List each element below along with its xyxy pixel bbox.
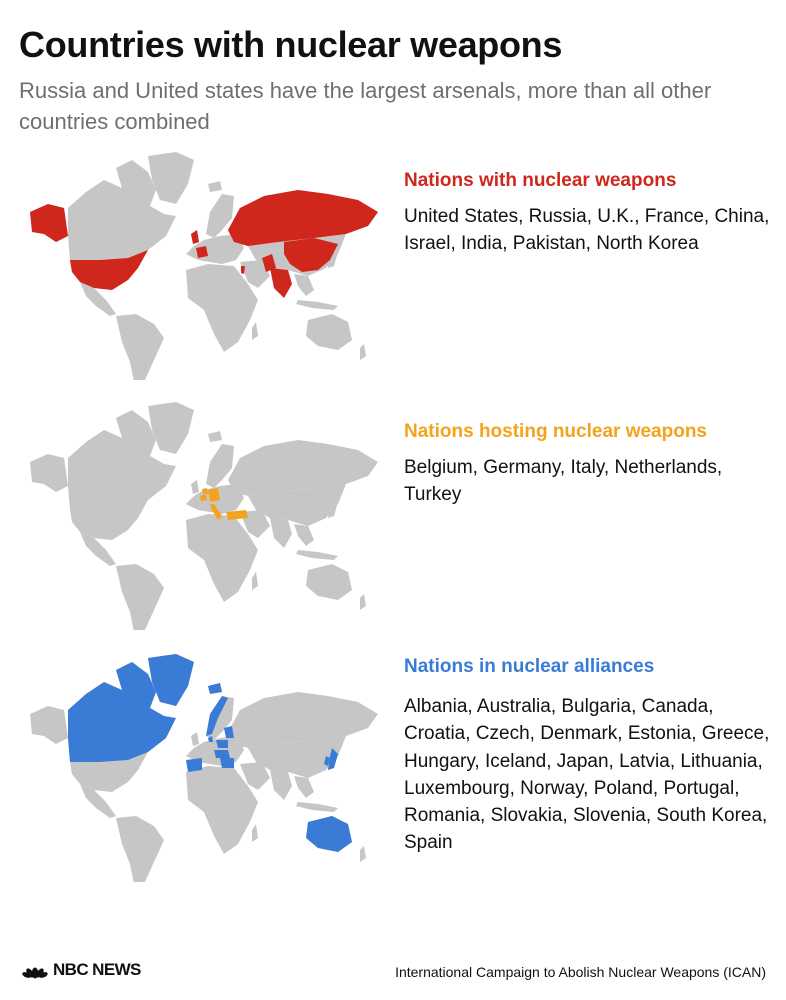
highlight-australia xyxy=(306,816,352,852)
highlight-greenland-denmark xyxy=(148,654,194,706)
highlight-poland xyxy=(216,740,228,748)
highlight-germany xyxy=(208,488,220,502)
highlight-central-europe xyxy=(214,750,230,758)
highlight-russia xyxy=(228,190,378,246)
panel-nuclear-states xyxy=(404,170,774,258)
map-nuclear-states xyxy=(8,150,388,380)
panel-hosting xyxy=(404,421,774,509)
highlight-netherlands xyxy=(202,488,208,494)
highlight-uk xyxy=(191,230,199,244)
panel-heading-nuclear-states: Nations with nuclear weapons xyxy=(404,170,677,191)
highlight-india xyxy=(270,268,292,298)
nbc-news-logo xyxy=(22,960,141,980)
highlight-iceland xyxy=(208,683,222,694)
nbc-peacock-icon xyxy=(22,961,48,979)
world-map-hosting xyxy=(8,400,388,630)
panel-alliances xyxy=(404,656,774,857)
nbc-news-logo-text: NBC NEWS xyxy=(53,960,141,979)
map-hosting xyxy=(8,400,388,630)
page-subtitle: Russia and United states have the largest arsenals, more than all other countries combined xyxy=(19,78,712,134)
page-title: Countries with nuclear weapons xyxy=(19,24,563,65)
panel-heading-hosting: Nations hosting nuclear weapons xyxy=(404,421,707,442)
panel-heading-alliances: Nations in nuclear alliances xyxy=(404,656,655,677)
highlight-alaska xyxy=(30,204,68,242)
panel-list-nuclear-states: United States, Russia, U.K., France, China, Israel, India, Pakistan, North Korea xyxy=(404,206,770,255)
panel-list-hosting: Belgium, Germany, Italy, Netherlands, Turkey xyxy=(404,457,723,506)
source-credit: International Campaign to Abolish Nuclear Weapons (ICAN) xyxy=(395,964,766,980)
highlight-france xyxy=(196,246,208,258)
map-alliances xyxy=(8,652,388,882)
highlight-iberia xyxy=(186,758,202,772)
panel-list-alliances: Albania, Australia, Bulgaria, Canada, Croatia, Czech, Denmark, Estonia, Greece, Hungary, Iceland, Japan, Latvia, Lithuania, Luxembourg, Norway, Poland, Portugal, Romania, Slovakia, Slovenia, South Korea, Spain xyxy=(404,696,770,854)
world-map-nuclear-states xyxy=(8,150,388,380)
world-map-alliances xyxy=(8,652,388,882)
highlight-balkans xyxy=(220,758,234,768)
